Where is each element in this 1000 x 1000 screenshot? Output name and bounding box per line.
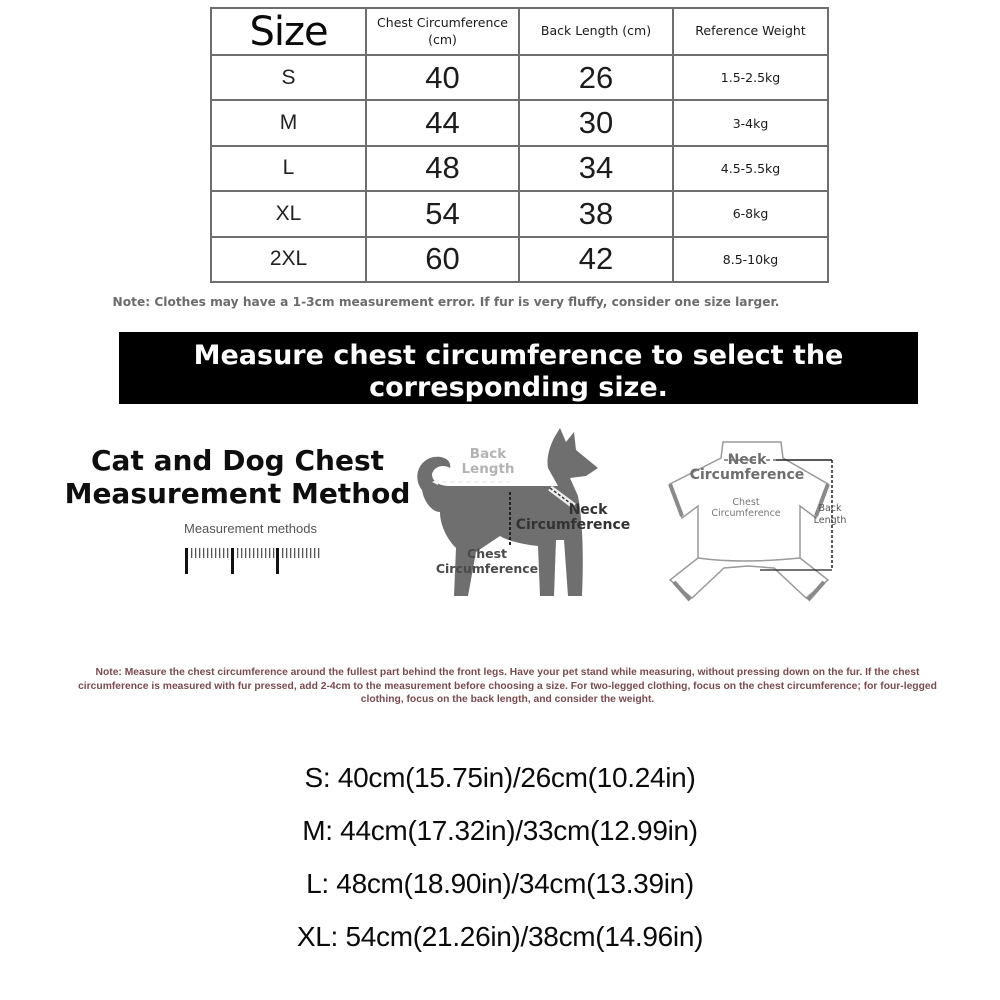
- cell-size: 2XL: [211, 237, 366, 282]
- cell-weight: 1.5-2.5kg: [673, 55, 828, 100]
- conversion-line-m: M: 44cm(17.32in)/33cm(12.99in): [302, 815, 698, 846]
- conversion-line-xl: XL: 54cm(21.26in)/38cm(14.96in): [296, 921, 704, 952]
- note-line-2: circumference is measured with fur pressed, add 2-4cm to the measurement before choosing a size. For two-legged clothing, focus on the chest circumference; for four-legged: [78, 680, 937, 692]
- measurement-instructions-note: [30, 666, 985, 707]
- cell-weight: 6-8kg: [673, 191, 828, 236]
- cell-chest: 54: [366, 191, 519, 236]
- table-row: [211, 191, 828, 236]
- cell-back: 38: [519, 191, 673, 236]
- method-title-line-1: Cat and Dog Chest: [91, 444, 384, 477]
- header-chest-label: Chest Circumference (cm): [377, 15, 508, 47]
- garment-neck-line-1: Neck: [727, 452, 767, 468]
- cell-size: L: [211, 146, 366, 191]
- garment-neck-label: [682, 453, 812, 483]
- cell-weight: 8.5-10kg: [673, 237, 828, 282]
- garment-neck-line-2: Circumference: [689, 467, 805, 483]
- dog-neck-line-2: Circumference: [515, 517, 631, 533]
- table-header-row: [211, 8, 828, 55]
- table-row: [211, 100, 828, 145]
- garment-chest-label: [700, 497, 792, 519]
- cell-chest: 40: [366, 55, 519, 100]
- header-size: Size: [211, 8, 366, 55]
- cell-size: M: [211, 100, 366, 145]
- dog-chest-label: [434, 546, 540, 576]
- note-line-3: clothing, focus on the back length, and consider the weight.: [360, 694, 655, 705]
- method-title-line-2: Measurement Method: [64, 477, 411, 510]
- table-row: [211, 55, 828, 100]
- table-row: [211, 237, 828, 282]
- header-back-length: Back Length (cm): [519, 8, 673, 55]
- garment-measurement-diagram: [660, 440, 860, 610]
- cell-back: 30: [519, 100, 673, 145]
- cell-chest: 44: [366, 100, 519, 145]
- dog-measurement-diagram: [410, 428, 650, 608]
- dog-back-length-line-2: Length: [461, 461, 515, 477]
- method-title: [60, 444, 415, 510]
- garment-chest-line-2: Circumference: [711, 508, 781, 519]
- dog-back-length-label: [458, 447, 518, 477]
- dog-chest-line-2: Circumference: [435, 561, 539, 576]
- dog-neck-line-1: Neck: [568, 502, 608, 518]
- cell-back: 26: [519, 55, 673, 100]
- garment-back-line-1: Back: [818, 503, 842, 514]
- header-chest: [366, 8, 519, 55]
- cell-size: S: [211, 55, 366, 100]
- table-row: [211, 146, 828, 191]
- garment-back-line-2: Length: [813, 515, 847, 526]
- cell-chest: 60: [366, 237, 519, 282]
- dog-chest-line-1: Chest: [467, 546, 507, 561]
- instruction-banner: [119, 332, 918, 404]
- note-line-1: Note: Measure the chest circumference around the fullest part behind the front legs. Have your pet stand while measuring, without pressing down on the fur. If the chest: [95, 667, 920, 678]
- size-chart-table: [210, 7, 829, 283]
- banner-line-2: corresponding size.: [369, 372, 668, 403]
- cell-chest: 48: [366, 146, 519, 191]
- cell-size: XL: [211, 191, 366, 236]
- garment-back-length-label: [806, 503, 854, 527]
- measurement-error-note: Note: Clothes may have a 1-3cm measurement error. If fur is very fluffy, consider one size larger.: [112, 295, 780, 309]
- ruler-icon: [184, 546, 324, 576]
- header-reference-weight: Reference Weight: [673, 8, 828, 55]
- banner-line-1: Measure chest circumference to select the: [193, 340, 844, 371]
- dog-back-length-line-1: Back: [469, 446, 507, 462]
- cell-back: 42: [519, 237, 673, 282]
- cell-weight: 4.5-5.5kg: [673, 146, 828, 191]
- method-subtitle: Measurement methods: [184, 521, 317, 536]
- cell-back: 34: [519, 146, 673, 191]
- dog-neck-label: [510, 503, 636, 533]
- conversion-line-l: L: 48cm(18.90in)/34cm(13.39in): [306, 868, 694, 899]
- conversion-line-s: S: 40cm(15.75in)/26cm(10.24in): [304, 762, 696, 793]
- garment-chest-line-1: Chest: [732, 497, 760, 508]
- cell-weight: 3-4kg: [673, 100, 828, 145]
